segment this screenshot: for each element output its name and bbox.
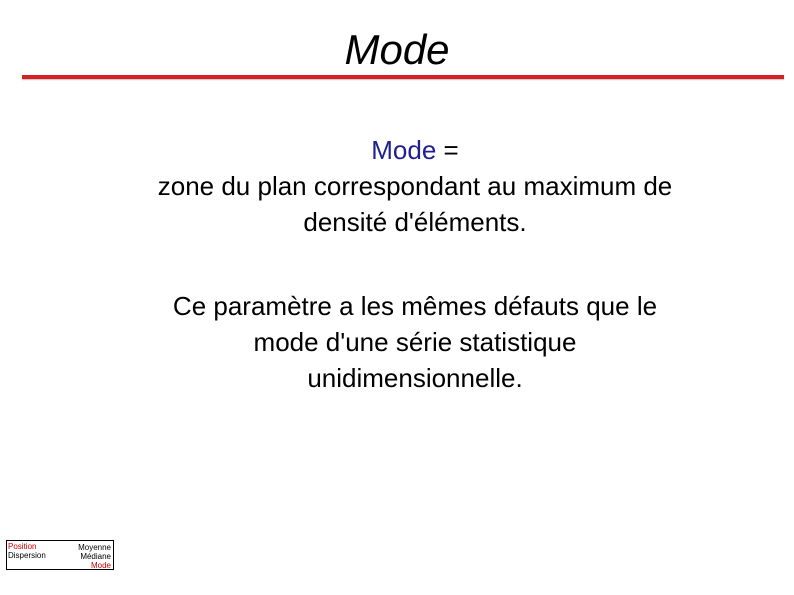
definition-line-1 [60, 132, 770, 168]
definition-line-3: densité d'éléments. [303, 207, 527, 237]
note-line-3: unidimensionnelle. [307, 363, 523, 393]
nav-right-column [78, 543, 111, 570]
nav-left-column [8, 542, 46, 560]
definition-term: Mode [371, 135, 437, 165]
note-line-1: Ce paramètre a les mêmes défauts que le [172, 291, 658, 321]
note-text [60, 288, 770, 396]
definition-equals: = [436, 135, 459, 165]
nav-link-mediane[interactable]: Médiane [80, 552, 111, 561]
definition-text [60, 132, 770, 240]
note-line-2: mode d'une série statistique [253, 327, 577, 357]
nav-link-position[interactable]: Position [8, 542, 37, 551]
nav-link-dispersion[interactable]: Dispersion [8, 551, 46, 560]
nav-link-mode[interactable]: Mode [90, 561, 111, 570]
definition-line-2: zone du plan correspondant au maximum de [157, 171, 673, 201]
nav-link-moyenne[interactable]: Moyenne [78, 543, 111, 552]
navigation-box [6, 540, 114, 570]
title-divider [22, 75, 784, 79]
slide-title: Mode [344, 26, 450, 73]
